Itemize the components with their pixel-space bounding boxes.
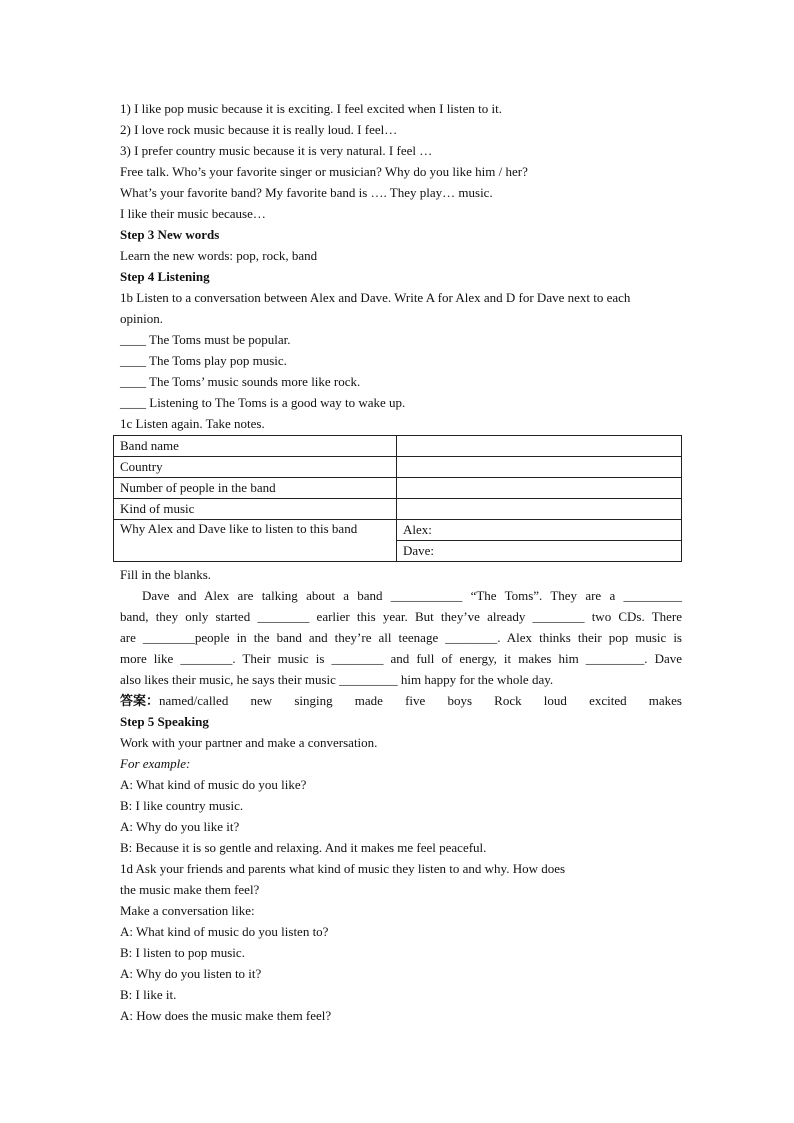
example-label: For example: <box>120 756 191 771</box>
table-row <box>114 457 682 478</box>
conversation-line-1: A: What kind of music do you listen to? <box>120 924 329 939</box>
intro-line-2: 2) I love rock music because it is really loud. I feel… <box>120 122 398 137</box>
make-conversation-label: Make a conversation like: <box>120 903 255 918</box>
step5-instruction: Work with your partner and make a conversation. <box>120 735 378 750</box>
answer-item: boys <box>447 693 473 708</box>
answer-label: 答案： <box>120 693 160 708</box>
passage-line-3: are ________people in the band and they’re all teenage ________. Alex thinks their pop music is <box>120 630 682 645</box>
table-row <box>114 520 682 541</box>
opinion-3: ____ The Toms’ music sounds more like rock. <box>120 374 361 389</box>
example-line-1: A: What kind of music do you like? <box>120 777 307 792</box>
document-page <box>120 98 682 1026</box>
passage-line-1: Dave and Alex are talking about a band ___________ “The Toms”. They are a _________ <box>142 588 682 603</box>
conversation-line-3: A: Why do you listen to it? <box>120 966 262 981</box>
answer-item: five <box>405 693 426 708</box>
passage-line-2: band, they only started ________ earlier this year. But they’ve already ________ two CDs. There <box>120 609 682 624</box>
task-1b-line2: opinion. <box>120 311 163 326</box>
conversation-line-2: B: I listen to pop music. <box>120 945 245 960</box>
opinion-2: ____ The Toms play pop music. <box>120 353 287 368</box>
answer-first <box>120 690 228 711</box>
table-cell-empty <box>397 436 682 457</box>
free-talk-line: Free talk. Who’s your favorite singer or musician? Why do you like him / her? <box>120 164 528 179</box>
table-cell-label: Band name <box>114 436 397 457</box>
step3-text: Learn the new words: pop, rock, band <box>120 248 318 263</box>
step5-heading: Step 5 Speaking <box>120 714 209 729</box>
table-row <box>114 499 682 520</box>
answer-item: loud <box>543 693 567 708</box>
table-cell-why: Why Alex and Dave like to listen to this band <box>114 520 397 562</box>
table-cell-label: Country <box>114 457 397 478</box>
intro-line-1: 1) I like pop music because it is exciting. I feel excited when I listen to it. <box>120 101 502 116</box>
favorite-band-line: What’s your favorite band? My favorite band is …. They play… music. <box>120 185 493 200</box>
task-1d-line2: the music make them feel? <box>120 882 260 897</box>
example-line-2: B: I like country music. <box>120 798 244 813</box>
table-row <box>114 478 682 499</box>
task-1b-line1: 1b Listen to a conversation between Alex and Dave. Write A for Alex and D for Dave next to each <box>120 290 631 305</box>
answer-item: new <box>250 693 273 708</box>
example-line-4: B: Because it is so gentle and relaxing. And it makes me feel peaceful. <box>120 840 487 855</box>
answer-item: Rock <box>494 693 522 708</box>
opinion-1: ____ The Toms must be popular. <box>120 332 291 347</box>
conversation-line-4: B: I like it. <box>120 987 177 1002</box>
table-cell-dave: Dave: <box>397 541 682 562</box>
opinion-4: ____ Listening to The Toms is a good way to wake up. <box>120 395 406 410</box>
table-cell-alex: Alex: <box>397 520 682 541</box>
table-cell-label: Number of people in the band <box>114 478 397 499</box>
conversation-line-5: A: How does the music make them feel? <box>120 1008 332 1023</box>
step4-heading: Step 4 Listening <box>120 269 210 284</box>
passage-line-4: more like ________. Their music is ________ and full of energy, it makes him _________. Dave <box>120 651 682 666</box>
answer-line <box>120 690 682 711</box>
answer-item: made <box>354 693 383 708</box>
fill-title: Fill in the blanks. <box>120 567 211 582</box>
passage-line-5: also likes their music, he says their music _________ him happy for the whole day. <box>120 672 554 687</box>
like-music-line: I like their music because… <box>120 206 266 221</box>
task-1c: 1c Listen again. Take notes. <box>120 416 265 431</box>
table-cell-empty <box>397 478 682 499</box>
task-1d-line1: 1d Ask your friends and parents what kind of music they listen to and why. How does <box>120 861 566 876</box>
intro-line-3: 3) I prefer country music because it is very natural. I feel … <box>120 143 433 158</box>
answer-item: singing <box>294 693 333 708</box>
table-cell-empty <box>397 457 682 478</box>
step3-heading: Step 3 New words <box>120 227 220 242</box>
example-line-3: A: Why do you like it? <box>120 819 240 834</box>
table-cell-label: Kind of music <box>114 499 397 520</box>
table-row <box>114 436 682 457</box>
answer-item: named/called <box>159 693 229 708</box>
answer-item: excited <box>589 693 627 708</box>
notes-table <box>113 435 682 562</box>
answer-item: makes <box>648 693 682 708</box>
table-cell-empty <box>397 499 682 520</box>
